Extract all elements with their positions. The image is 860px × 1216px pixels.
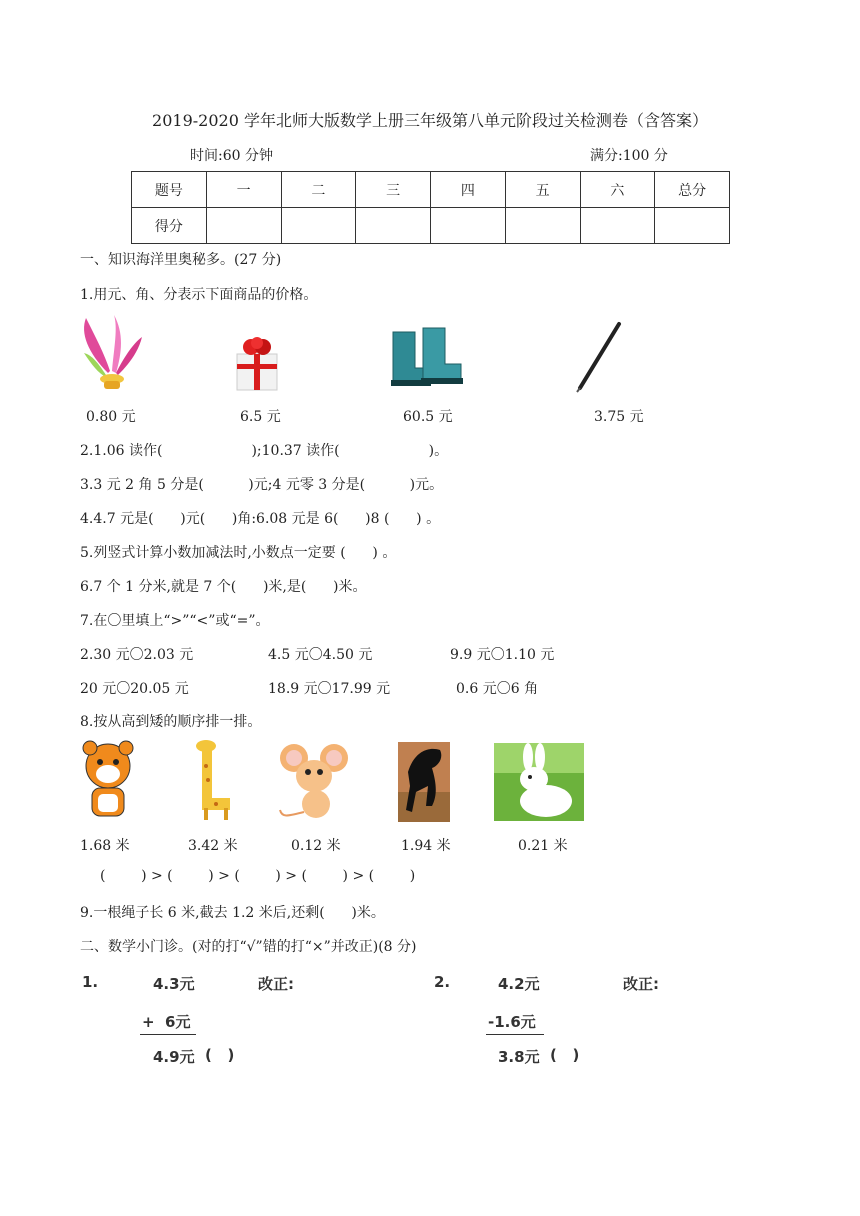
- compare-item: 18.9 元〇17.99 元: [268, 681, 391, 697]
- score-cell[interactable]: [356, 208, 431, 244]
- problem-2-operand: 4.2元: [498, 975, 540, 993]
- boots-image: [389, 322, 465, 392]
- mouse-image: [278, 742, 356, 822]
- problem-2-subtrahend: -1.6元: [488, 1013, 536, 1031]
- problem-1-mark[interactable]: ( ): [205, 1046, 235, 1064]
- score-row-label: 得分: [132, 208, 207, 244]
- score-header-cell: 五: [505, 172, 580, 208]
- full-score: 满分:100 分: [590, 148, 668, 164]
- giraffe-image: [188, 738, 236, 822]
- time-limit: 时间:60 分钟: [190, 148, 273, 164]
- question-6: 6.7 个 1 分米,就是 7 个( )米,是( )米。: [80, 579, 367, 595]
- section1-heading: 一、知识海洋里奥秘多。(27 分): [80, 252, 282, 268]
- problem-1-number: 1.: [82, 973, 99, 991]
- score-header-cell: 总分: [655, 172, 730, 208]
- pen-image: [574, 320, 624, 394]
- score-table-header-row: [132, 172, 730, 208]
- page-title: 2019-2020 学年北师大版数学上册三年级第八单元阶段过关检测卷（含答案）: [152, 111, 708, 130]
- gift-box-image: [234, 334, 280, 392]
- score-cell[interactable]: [431, 208, 506, 244]
- question-1: 1.用元、角、分表示下面商品的价格。: [80, 287, 318, 303]
- problem-2-fix-label: 改正:: [623, 975, 659, 993]
- score-cell[interactable]: [580, 208, 655, 244]
- problem-2-mark[interactable]: ( ): [550, 1046, 580, 1064]
- question-9: 9.一根绳子长 6 米,截去 1.2 米后,还剩( )米。: [80, 905, 385, 921]
- height-label: 0.21 米: [518, 838, 568, 854]
- score-cell[interactable]: [281, 208, 356, 244]
- compare-item: 9.9 元〇1.10 元: [450, 647, 555, 663]
- shuttlecock-image: [78, 313, 144, 393]
- section2-heading: 二、数学小门诊。(对的打“√”错的打“×”并改正)(8 分): [80, 939, 417, 955]
- question-5: 5.列竖式计算小数加减法时,小数点一定要 ( ) 。: [80, 545, 397, 561]
- score-header-cell: 四: [431, 172, 506, 208]
- compare-item: 0.6 元〇6 角: [456, 681, 539, 697]
- score-header-cell: 六: [580, 172, 655, 208]
- score-table-score-row: [132, 208, 730, 244]
- question-2: 2.1.06 读作( );10.37 读作( )。: [80, 443, 449, 459]
- question-7: 7.在〇里填上“>”“<”或“=”。: [80, 613, 270, 629]
- score-cell[interactable]: [505, 208, 580, 244]
- order-answer-line[interactable]: ( ) > ( ) > ( ) > ( ) > ( ): [100, 868, 416, 884]
- question-4: 4.4.7 元是( )元( )角:6.08 元是 6( )8 ( ) 。: [80, 511, 441, 527]
- problem-2-result: 3.8元: [498, 1048, 540, 1066]
- tiger-image: [76, 740, 140, 822]
- problem-1-result: 4.9元: [153, 1048, 195, 1066]
- height-label: 1.68 米: [80, 838, 130, 854]
- horse-image: [398, 742, 450, 822]
- problem-1-operand: 4.3元: [153, 975, 195, 993]
- problem-1-addend: + 6元: [142, 1013, 191, 1031]
- score-cell[interactable]: [206, 208, 281, 244]
- question-3: 3.3 元 2 角 5 分是( )元;4 元零 3 分是( )元。: [80, 477, 444, 493]
- score-header-cell: 三: [356, 172, 431, 208]
- problem-1-fix-label: 改正:: [258, 975, 294, 993]
- score-header-cell: 二: [281, 172, 356, 208]
- problem-2-number: 2.: [434, 973, 451, 991]
- score-header-cell: 一: [206, 172, 281, 208]
- problem-1-rule: [140, 1034, 196, 1035]
- rabbit-image: [494, 743, 584, 821]
- score-cell[interactable]: [655, 208, 730, 244]
- compare-item: 2.30 元〇2.03 元: [80, 647, 194, 663]
- price-label: 6.5 元: [240, 409, 281, 425]
- problem-2-rule: [486, 1034, 544, 1035]
- compare-item: 20 元〇20.05 元: [80, 681, 189, 697]
- height-label: 1.94 米: [401, 838, 451, 854]
- question-8: 8.按从高到矮的顺序排一排。: [80, 714, 262, 730]
- price-label: 3.75 元: [594, 409, 644, 425]
- score-header-cell: 题号: [132, 172, 207, 208]
- score-table: [131, 171, 730, 244]
- compare-item: 4.5 元〇4.50 元: [268, 647, 373, 663]
- price-label: 0.80 元: [86, 409, 136, 425]
- height-label: 0.12 米: [291, 838, 341, 854]
- height-label: 3.42 米: [188, 838, 238, 854]
- price-label: 60.5 元: [403, 409, 453, 425]
